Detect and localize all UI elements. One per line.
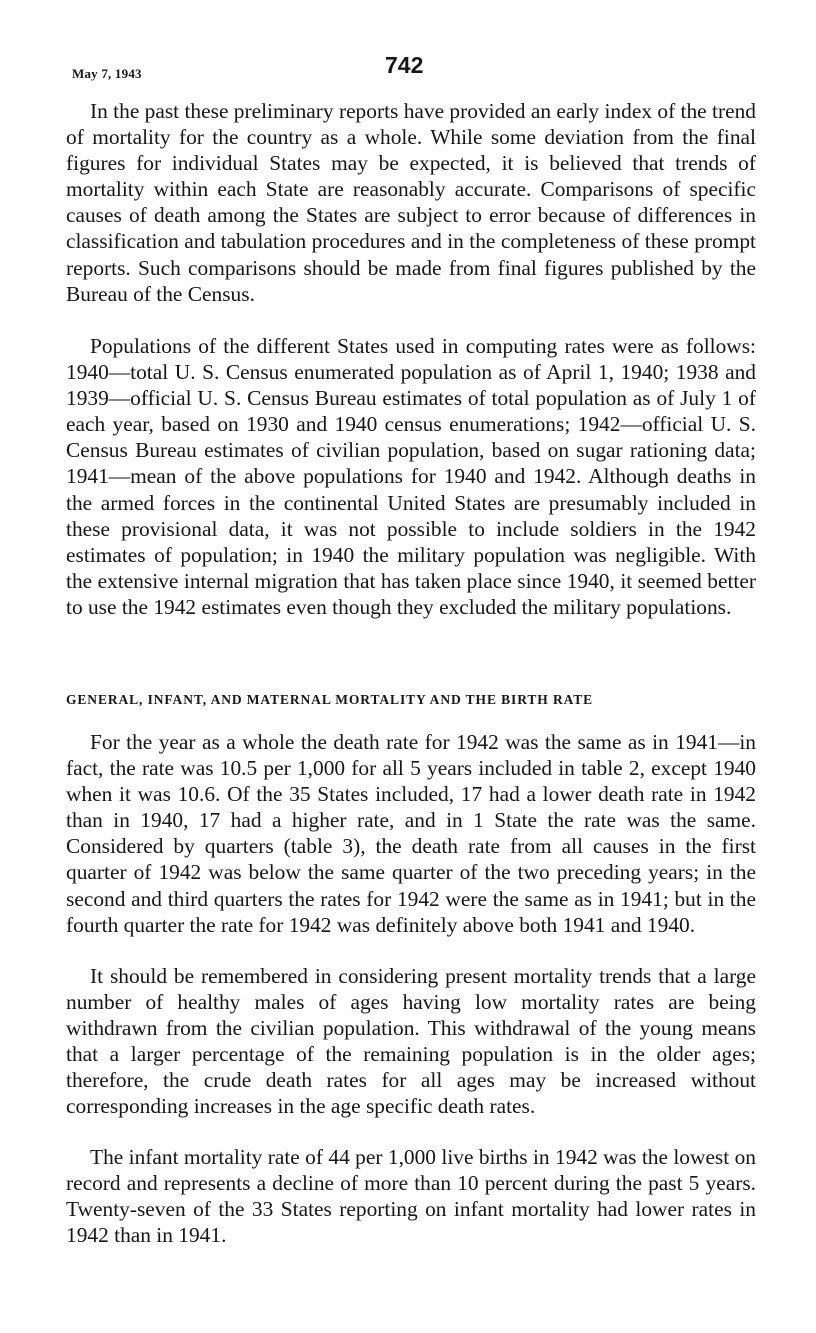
issue-date: May 7, 1943 — [72, 66, 142, 81]
paragraph-infant-mortality: The infant mortality rate of 44 per 1,000 live births in 1942 was the lowest on record and represents a decline of more than 10 percent during the past 5 years. Twenty-seven of the 33 States reporting on infant mortality had lower rates in 1942 than in 1941. — [66, 1145, 756, 1248]
page-number: 742 — [385, 52, 424, 78]
paragraph-death-rate: For the year as a whole the death rate for 1942 was the same as in 1941—in fact, the rate was 10.5 per 1,000 for all 5 years included in table 2, except 1940 when it was 10.6. Of the 35 States included, 17 had a lower death rate in 1942 than in 1940, 17 had a higher rate, and in 1 State the rate was the same. Considered by quarters (table 3), the death rate from all causes in the first quarter of 1942 was below the same quarter of the two preceding years; in the second and third quarters the rates for 1942 were the same as in 1941; but in the fourth quarter the rate for 1942 was definitely above both 1941 and 1940. — [66, 730, 756, 937]
paragraph-populations: Populations of the different States used in computing rates were as follows: 1940—total U. S. Census enumerated population as of April 1, 1940; 1938 and 1939—official U. S. Census Bureau estimates of total population as of July 1 of each year, based on 1930 and 1940 census enumerations; 1942—official U. S. Census Bureau estimates of civilian population, based on sugar rationing data; 1941—mean of the above populations for 1940 and 1942. Although deaths in the armed forces in the continental United States are presumably included in these provisional data, it was not possible to include soldiers in the 1942 estimates of population; in 1940 the military population was negligible. With the extensive internal migration that has taken place since 1940, it seemed better to use the 1942 estimates even though they excluded the military populations. — [66, 334, 756, 619]
paragraph-preliminary-reports: In the past these preliminary reports have provided an early index of the trend of mortality for the country as a whole. While some deviation from the final figures for individual States may be expected, it is believed that trends of mortality within each State are reasonably accurate. Comparisons of specific causes of death among the States are subject to error because of differences in classification and tabulation procedures and in the completeness of these prompt reports. Such comparisons should be made from final figures published by the Bureau of the Census. — [66, 99, 756, 306]
section-heading: GENERAL, INFANT, AND MATERNAL MORTALITY AND THE BIRTH RATE — [66, 692, 594, 707]
paragraph-mortality-trends: It should be remembered in considering present mortality trends that a large number of healthy males of ages having low mortality rates are being withdrawn from the civilian population. This withdrawal of the young means that a larger percentage of the remaining population is in the older ages; therefore, the crude death rates for all ages may be increased without corresponding increases in the age specific death rates. — [66, 964, 756, 1119]
